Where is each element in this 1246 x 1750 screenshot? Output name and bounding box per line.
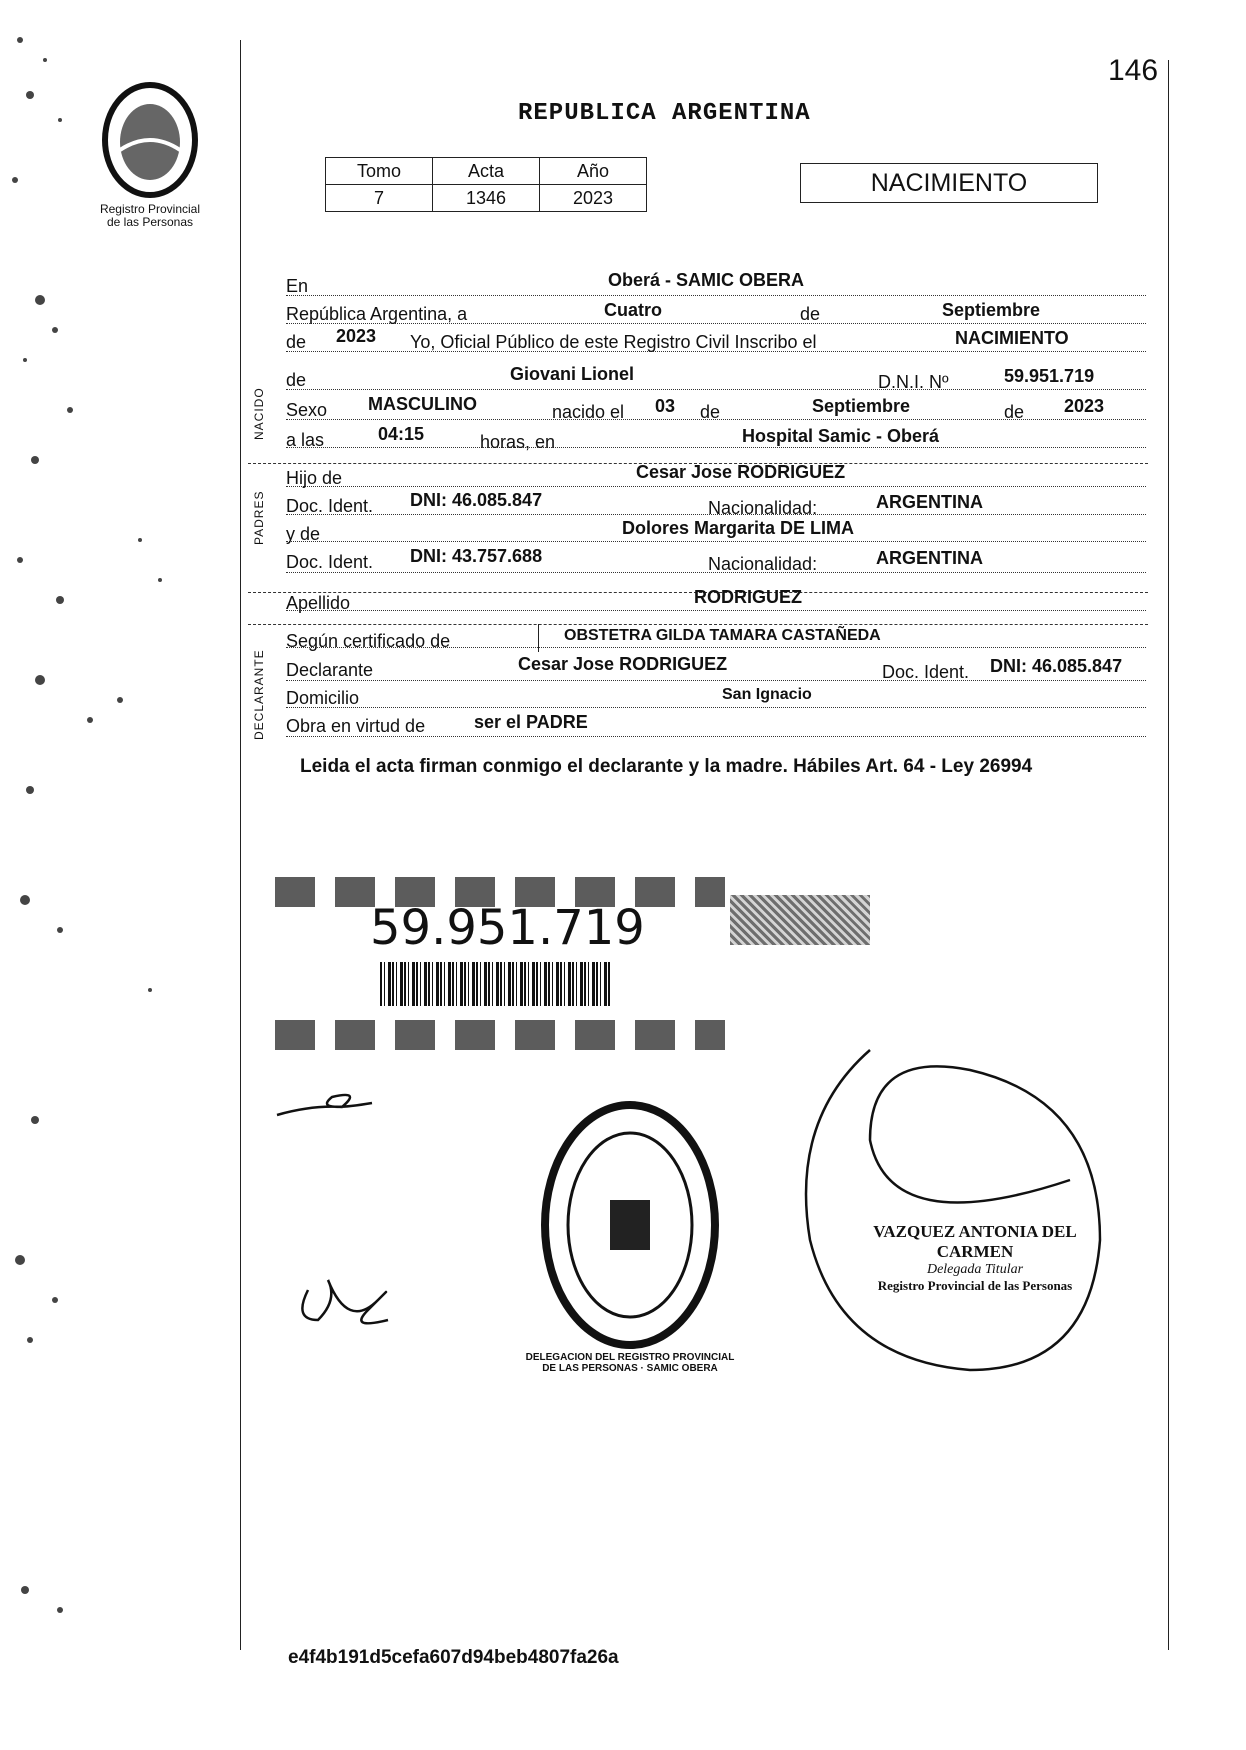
seal-text: DELEGACION DEL REGISTRO PROVINCIAL DE LAS PERSONAS · SAMIC OBERA: [525, 1352, 735, 1374]
label-hijo-de: Hijo de: [286, 468, 343, 488]
label-en: En: [286, 276, 309, 296]
official-stamp: [845, 1222, 1105, 1294]
value-apellido: RODRIGUEZ: [694, 587, 802, 607]
left-margin-line: [240, 40, 241, 1650]
value-nac-mes: Septiembre: [812, 396, 911, 416]
sticker-number: 59.951.719: [370, 900, 645, 956]
value-madre-nac: ARGENTINA: [876, 548, 983, 568]
label-segun: Según certificado de: [286, 631, 451, 651]
row-line: [286, 447, 1146, 448]
label-nacido-el: nacido el: [552, 402, 625, 422]
label-horas-en: horas, en: [480, 432, 556, 452]
label-dni: D.N.I. Nº: [878, 372, 949, 392]
value-inscribe: NACIMIENTO: [955, 328, 1069, 348]
label-de-year: de: [286, 332, 307, 352]
value-lugar-nac: Hospital Samic - Oberá: [742, 426, 940, 446]
document-hash: e4f4b191d5cefa607d94beb4807fa26a: [288, 1647, 619, 1668]
barcode: [380, 962, 610, 1006]
row-line: [286, 541, 1146, 542]
row-line: [286, 680, 1146, 681]
value-nombre: Giovani Lionel: [510, 364, 635, 384]
section-divider: [248, 624, 1148, 625]
value-mes: Septiembre: [942, 300, 1041, 320]
table-cell: 2023: [540, 185, 647, 212]
official-signature: [770, 1040, 1110, 1380]
value-declarante-dni: DNI: 46.085.847: [990, 656, 1123, 676]
label-domicilio: Domicilio: [286, 688, 360, 708]
label-doc-ident-3: Doc. Ident.: [882, 662, 970, 682]
label-obra: Obra en virtud de: [286, 716, 426, 736]
label-de-dia: de: [700, 402, 721, 422]
value-lugar: Oberá - SAMIC OBERA: [608, 270, 805, 290]
value-sexo: MASCULINO: [368, 394, 477, 414]
value-padre-dni: DNI: 46.085.847: [410, 490, 543, 510]
hologram: [730, 895, 870, 945]
certificate-type-box: NACIMIENTO: [800, 163, 1098, 203]
label-de-anio: de: [1004, 402, 1025, 422]
label-yo: Yo, Oficial Público de este Registro Civil Inscribo el: [410, 332, 817, 352]
label-republica: República Argentina, a: [286, 304, 468, 324]
side-label-padres: PADRES: [252, 490, 266, 545]
value-declarante: Cesar Jose RODRIGUEZ: [518, 654, 728, 674]
row-line: [286, 389, 1146, 390]
side-label-nacido: NACIDO: [252, 387, 266, 440]
side-label-declarante: DECLARANTE: [252, 649, 266, 740]
value-dia: Cuatro: [604, 300, 662, 320]
table-cell: 1346: [433, 185, 540, 212]
label-sexo: Sexo: [286, 400, 328, 420]
official-seal: [540, 1100, 720, 1350]
label-de-nombre: de: [286, 370, 307, 390]
row-line: [286, 707, 1146, 708]
value-hora: 04:15: [378, 424, 425, 444]
value-domicilio: San Ignacio: [722, 686, 812, 703]
certificate-box-divider: [538, 624, 539, 652]
value-obra: ser el PADRE: [474, 712, 588, 732]
label-y-de: y de: [286, 524, 321, 544]
document-title: REPUBLICA ARGENTINA: [518, 100, 811, 127]
label-de-mes: de: [800, 304, 821, 324]
official-office: Registro Provincial de las Personas: [877, 1278, 1073, 1293]
security-band-bottom: [275, 1020, 725, 1050]
row-line: [286, 486, 1146, 487]
official-role: Delegada Titular: [926, 1262, 1024, 1277]
value-certificado: OBSTETRA GILDA TAMARA CASTAÑEDA: [564, 627, 881, 644]
row-line: [286, 295, 1146, 296]
acta-table: [325, 157, 647, 212]
label-declarante: Declarante: [286, 660, 374, 680]
official-name: VAZQUEZ ANTONIA DEL CARMEN: [873, 1222, 1077, 1261]
closing-statement: Leida el acta firman conmigo el declarante y la madre. Hábiles Art. 64 - Ley 26994: [300, 756, 1033, 777]
table-header: Acta: [433, 158, 540, 185]
value-nac-anio: 2023: [1064, 396, 1105, 416]
value-madre-dni: DNI: 43.757.688: [410, 546, 543, 566]
label-a-las: a las: [286, 430, 325, 450]
label-doc-ident-1: Doc. Ident.: [286, 496, 374, 516]
page-number: 146: [1108, 54, 1159, 87]
value-dni: 59.951.719: [1004, 366, 1095, 386]
label-nacionalidad-1: Nacionalidad:: [708, 498, 818, 518]
label-doc-ident-2: Doc. Ident.: [286, 552, 374, 572]
misiones-logo: [95, 80, 205, 200]
value-anio: 2023: [336, 326, 377, 346]
table-header: Año: [540, 158, 647, 185]
label-apellido: Apellido: [286, 593, 351, 613]
table-header: Tomo: [326, 158, 433, 185]
scan-noise: [0, 0, 230, 1750]
logo-caption: Registro Provincial de las Personas: [99, 202, 201, 229]
row-line: [286, 610, 1146, 611]
table-cell: 7: [326, 185, 433, 212]
label-nacionalidad-2: Nacionalidad:: [708, 554, 818, 574]
value-padre: Cesar Jose RODRIGUEZ: [636, 462, 846, 482]
value-madre: Dolores Margarita DE LIMA: [622, 518, 855, 538]
right-margin-line: [1168, 60, 1169, 1650]
value-padre-nac: ARGENTINA: [876, 492, 983, 512]
signature-2: [288, 1260, 408, 1340]
signature-1: [272, 1085, 392, 1125]
value-nac-dia: 03: [655, 396, 676, 416]
